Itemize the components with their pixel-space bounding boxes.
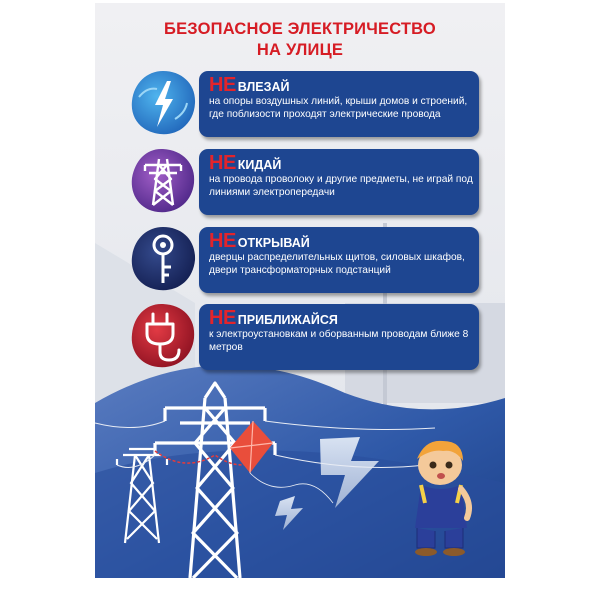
rule-description: на провода проволоку и другие предметы, не играй под линиями электропередачи [209,174,473,198]
rule-card-climb [199,71,479,137]
title-line-2: НА УЛИЦЕ [256,41,344,59]
rule-verb: ВЛЕЗАЙ [237,80,290,94]
rule-heading [209,307,338,329]
rule-heading [209,74,289,96]
power-tower-icon [127,145,199,217]
rule-heading [209,152,281,174]
rule-verb: ОТКРЫВАЙ [237,236,310,250]
page-title [95,19,505,61]
rule-card-throw [199,149,479,215]
rule-card-approach [199,304,479,370]
rule-description: к электроустановкам и оборванным проводам ближе 8 метров [209,329,469,353]
safety-poster [95,3,505,578]
title-line-1: БЕЗОПАСНОЕ ЭЛЕКТРИЧЕСТВО [164,20,436,38]
rule-heading [209,230,310,252]
rule-card-open [199,227,479,293]
rule-verb: КИДАЙ [237,158,282,172]
rule-description: на опоры воздушных линий, крыши домов и строений, где поблизости проходят электрические провода [209,96,468,120]
rule-ne: НЕ [209,230,236,252]
rule-ne: НЕ [209,152,236,174]
lightning-icon [127,67,199,139]
rule-description: дверцы распределительных щитов, силовых шкафов, двери трансформаторных подстанций [209,252,465,276]
rule-verb: ПРИБЛИЖАЙСЯ [237,313,338,327]
plug-icon [127,300,199,372]
rule-ne: НЕ [209,307,236,329]
key-icon [127,223,199,295]
rule-ne: НЕ [209,74,236,96]
